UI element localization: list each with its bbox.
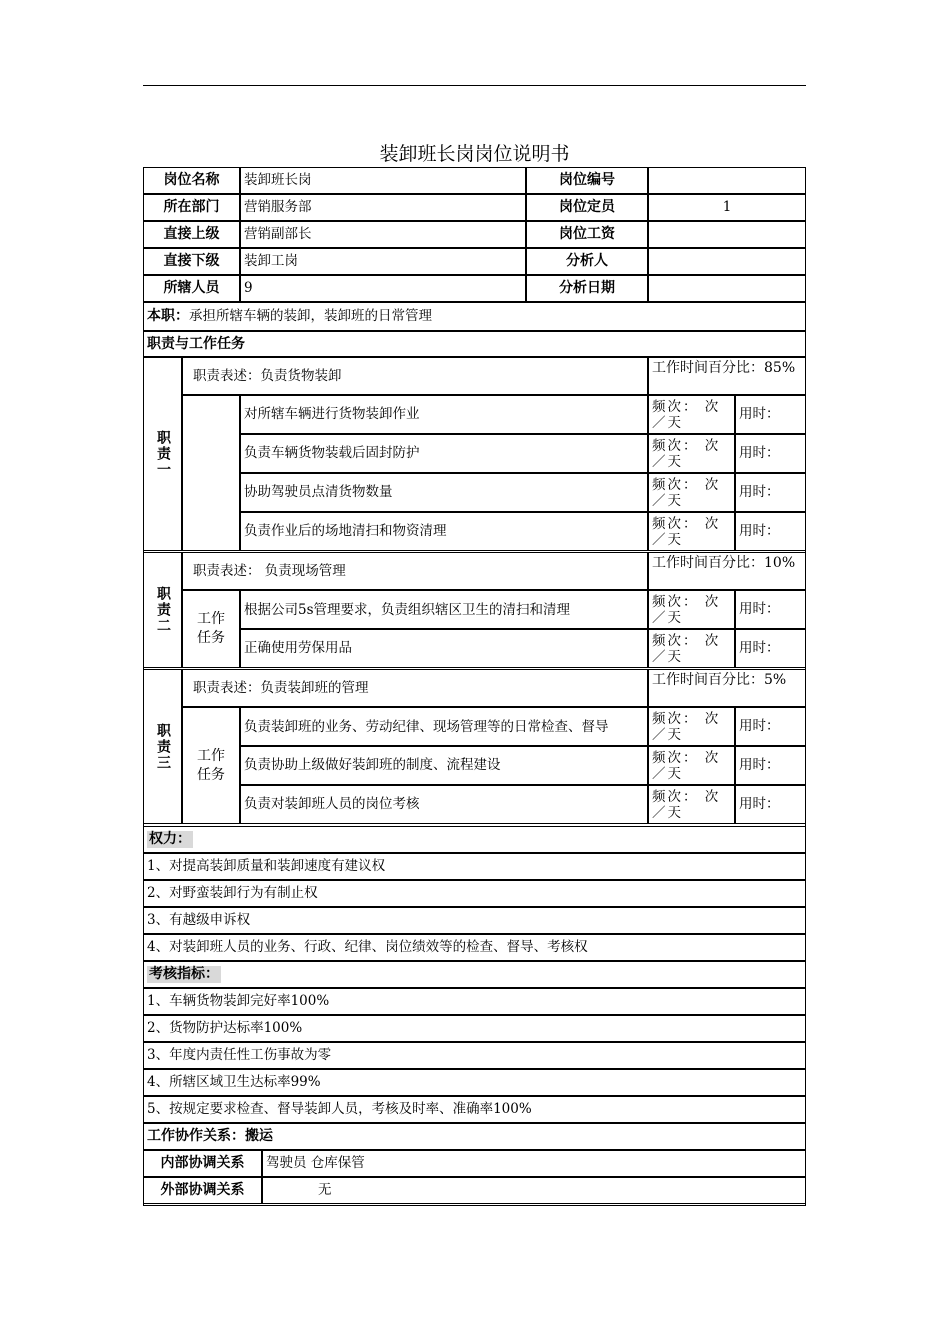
task-text: 负责车辆货物装载后固封防护: [240, 434, 648, 473]
powers-header: [143, 826, 806, 853]
basic-label-2: 岗位编号: [526, 167, 648, 194]
task-duration: 用时：: [735, 434, 806, 473]
power-item: 3、有越级申诉权: [143, 907, 806, 934]
duties-header: 职责与工作任务: [143, 331, 806, 357]
task-text: 协助驾驶员点清货物数量: [240, 473, 648, 512]
kpi-header: [143, 961, 806, 988]
task-group-label: 工作任务: [182, 590, 240, 668]
basic-value-2: [648, 248, 806, 275]
basic-label: 直接上级: [143, 221, 240, 248]
basic-label: 直接下级: [143, 248, 240, 275]
basic-value: 营销副部长: [240, 221, 526, 248]
task-frequency: 频次： 次／天: [648, 512, 735, 551]
basic-label: 所在部门: [143, 194, 240, 221]
task-frequency: 频次： 次／天: [648, 785, 735, 824]
basic-value: 装卸班长岗: [240, 167, 526, 194]
duty-label: 职责二: [143, 552, 182, 668]
duty-description: 职责表述：负责装卸班的管理: [182, 669, 648, 707]
external-relation-label: 外部协调关系: [143, 1177, 262, 1204]
duty-time-percent: 工作时间百分比：85%: [648, 357, 806, 395]
basic-value-2: [648, 221, 806, 248]
task-group-label: [182, 395, 240, 551]
duty-label: 职责三: [143, 669, 182, 824]
kpi-header-label: 考核指标：: [149, 966, 219, 982]
task-duration: 用时：: [735, 395, 806, 434]
task-frequency: 频次： 次／天: [648, 629, 735, 668]
kpi-item: 4、所辖区域卫生达标率99%: [143, 1069, 806, 1096]
power-item: 1、对提高装卸质量和装卸速度有建议权: [143, 853, 806, 880]
task-frequency: 频次： 次／天: [648, 707, 735, 746]
task-duration: 用时：: [735, 785, 806, 824]
internal-relation-value: 驾驶员 仓库保管: [262, 1150, 806, 1177]
task-frequency: 频次： 次／天: [648, 395, 735, 434]
task-duration: 用时：: [735, 707, 806, 746]
task-text: 负责装卸班的业务、劳动纪律、现场管理等的日常检查、督导: [240, 707, 648, 746]
relations-header: 工作协作关系：搬运: [143, 1123, 806, 1150]
duty-time-percent: 工作时间百分比：5%: [648, 669, 806, 707]
basic-value: 营销服务部: [240, 194, 526, 221]
basic-value-2: [648, 167, 806, 194]
power-item: 2、对野蛮装卸行为有制止权: [143, 880, 806, 907]
basic-label-2: 分析人: [526, 248, 648, 275]
role-text: 承担所辖车辆的装卸，装卸班的日常管理: [189, 308, 432, 324]
duty-description: 职责表述：负责货物装卸: [182, 357, 648, 395]
task-duration: 用时：: [735, 746, 806, 785]
task-text: 根据公司5s管理要求，负责组织辖区卫生的清扫和清理: [240, 590, 648, 629]
basic-label-2: 岗位工资: [526, 221, 648, 248]
duty-description: 职责表述： 负责现场管理: [182, 552, 648, 590]
top-rule: [143, 85, 806, 86]
task-frequency: 频次： 次／天: [648, 590, 735, 629]
kpi-item: 3、年度内责任性工伤事故为零: [143, 1042, 806, 1069]
role-row: [143, 302, 806, 331]
power-item: 4、对装卸班人员的业务、行政、纪律、岗位绩效等的检查、督导、考核权: [143, 934, 806, 961]
external-relation-value: 无: [262, 1177, 806, 1204]
kpi-item: 2、货物防护达标率100%: [143, 1015, 806, 1042]
task-group-label: 工作任务: [182, 707, 240, 824]
basic-value-2: 1: [648, 194, 806, 221]
powers-header-label: 权力：: [149, 831, 191, 847]
task-frequency: 频次： 次／天: [648, 746, 735, 785]
role-label: 本职：: [147, 308, 189, 324]
task-duration: 用时：: [735, 590, 806, 629]
task-duration: 用时：: [735, 629, 806, 668]
task-duration: 用时：: [735, 512, 806, 551]
duty-label: 职责一: [143, 357, 182, 551]
basic-label: 所辖人员: [143, 275, 240, 302]
basic-label-2: 岗位定员: [526, 194, 648, 221]
task-frequency: 频次： 次／天: [648, 434, 735, 473]
task-duration: 用时：: [735, 473, 806, 512]
task-text: 对所辖车辆进行货物装卸作业: [240, 395, 648, 434]
task-text: 正确使用劳保用品: [240, 629, 648, 668]
basic-label-2: 分析日期: [526, 275, 648, 302]
basic-value: 9: [240, 275, 526, 302]
document-title: 装卸班长岗岗位说明书: [379, 143, 570, 165]
task-frequency: 频次： 次／天: [648, 473, 735, 512]
basic-value-2: [648, 275, 806, 302]
task-text: 负责作业后的场地清扫和物资清理: [240, 512, 648, 551]
basic-value: 装卸工岗: [240, 248, 526, 275]
basic-label: 岗位名称: [143, 167, 240, 194]
task-text: 负责协助上级做好装卸班的制度、流程建设: [240, 746, 648, 785]
kpi-item: 5、按规定要求检查、督导装卸人员，考核及时率、准确率100%: [143, 1096, 806, 1123]
kpi-item: 1、车辆货物装卸完好率100%: [143, 988, 806, 1015]
duty-time-percent: 工作时间百分比：10%: [648, 552, 806, 590]
internal-relation-label: 内部协调关系: [143, 1150, 262, 1177]
task-text: 负责对装卸班人员的岗位考核: [240, 785, 648, 824]
